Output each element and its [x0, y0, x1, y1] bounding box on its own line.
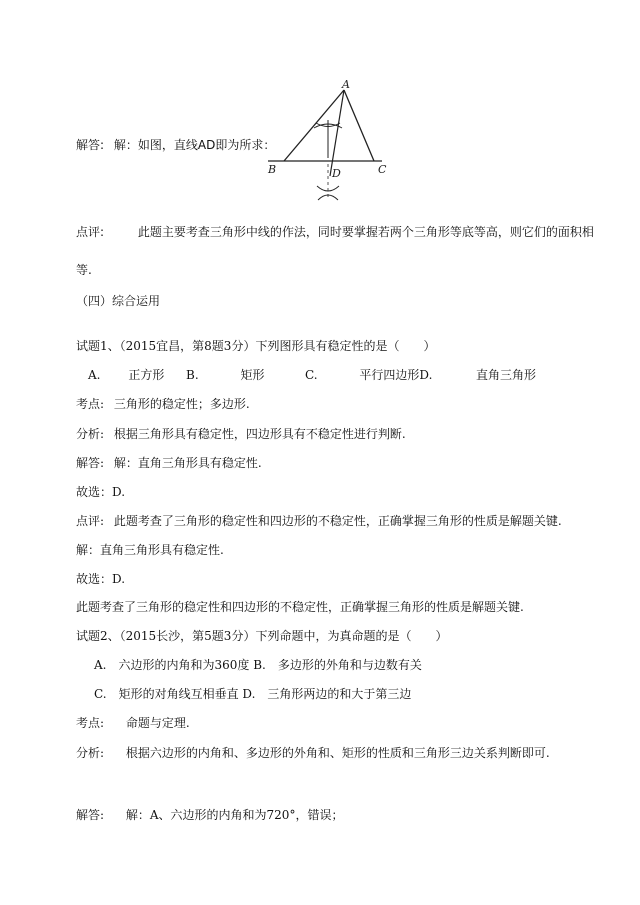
q1-option-c-letter: C.	[305, 368, 318, 382]
label-c: C	[378, 163, 387, 176]
q1-dianping-label: 点评:	[76, 514, 105, 528]
comment-1-text: 此题主要考查三角形中线的作法，同时要掌握若两个三角形等底等高，则它们的面积相	[137, 225, 594, 239]
q2-options-1: A. 六边形的内角和为360度 B. 多边形的外角和与边数有关	[94, 658, 422, 672]
q2-fenxi-label: 分析:	[76, 746, 105, 760]
q1-guxuan: 故选：D.	[76, 485, 126, 499]
q1-title: 试题1、（2015宜昌，第8题3分）下列图形具有稳定性的是（ ）	[76, 339, 436, 353]
median-construction-figure	[262, 78, 392, 208]
q2-jieda-text: 解：A、六边形的内角和为720°，错误；	[125, 808, 344, 822]
q1-dianping-text: 此题考查了三角形的稳定性和四边形的不稳定性，正确掌握三角形的性质是解题关键.	[113, 514, 562, 528]
q1-option-d	[476, 367, 536, 383]
q1-fenxi-text: 根据三角形具有稳定性，四边形具有不稳定性进行判断.	[113, 427, 406, 441]
q1-dianping	[76, 513, 562, 529]
q1-option-c	[305, 367, 432, 383]
comment-1-continuation: 等.	[76, 263, 92, 277]
q2-options-2: C. 矩形的对角线互相垂直 D. 三角形两边的和大于第三边	[94, 687, 412, 701]
q1-option-a	[88, 367, 164, 383]
q1-kaodian-text: 三角形的稳定性；多边形.	[113, 397, 250, 411]
q1-option-a-text: 正方形	[128, 368, 165, 382]
q1-fenxi	[76, 426, 406, 442]
q2-fenxi	[76, 745, 550, 761]
answer-text: 解：如图，直线AD即为所求：	[113, 138, 276, 152]
q1-option-b-letter: B.	[186, 368, 199, 382]
q1-jieda-text: 解：直角三角形具有稳定性.	[113, 456, 262, 470]
q1-kaodian-label: 考点:	[76, 397, 105, 411]
comment-1	[76, 224, 594, 240]
comment-1-label: 点评:	[76, 225, 105, 239]
q1-jieda-label: 解答:	[76, 456, 105, 470]
answer-intro	[76, 137, 275, 153]
q1-option-d-text: 直角三角形	[476, 368, 537, 382]
q1-option-b	[186, 367, 264, 383]
q1-option-a-letter: A.	[88, 368, 101, 382]
q1-option-c-text: 平行四边形D.	[359, 368, 433, 382]
q1-option-b-text: 矩形	[240, 368, 265, 382]
q2-jieda-label: 解答:	[76, 808, 105, 822]
q1-summary: 此题考查了三角形的稳定性和四边形的不稳定性，正确掌握三角形的性质是解题关键.	[76, 600, 524, 614]
triangle-diagram	[262, 78, 392, 208]
q1-kaodian	[76, 396, 250, 412]
q2-kaodian-text: 命题与定理.	[125, 716, 190, 730]
section-heading: （四）综合运用	[76, 294, 161, 308]
q1-jieda	[76, 455, 262, 471]
side-ac	[344, 90, 374, 161]
q1-jie2: 解：直角三角形具有稳定性.	[76, 543, 224, 557]
q2-title: 试题2、（2015长沙，第5题3分）下列命题中，为真命题的是（ ）	[76, 629, 448, 643]
q1-fenxi-label: 分析:	[76, 427, 105, 441]
q2-fenxi-text: 根据六边形的内角和、多边形的外角和、矩形的性质和三角形三边关系判断即可.	[125, 746, 550, 760]
q2-jieda	[76, 807, 343, 823]
q2-kaodian-label: 考点:	[76, 716, 105, 730]
median-ad	[330, 90, 344, 176]
label-a: A	[342, 78, 350, 91]
label-d: D	[332, 167, 341, 180]
q1-guxuan2: 故选：D.	[76, 572, 126, 586]
q2-kaodian	[76, 715, 190, 731]
answer-label: 解答:	[76, 138, 105, 152]
label-b: B	[268, 163, 277, 176]
